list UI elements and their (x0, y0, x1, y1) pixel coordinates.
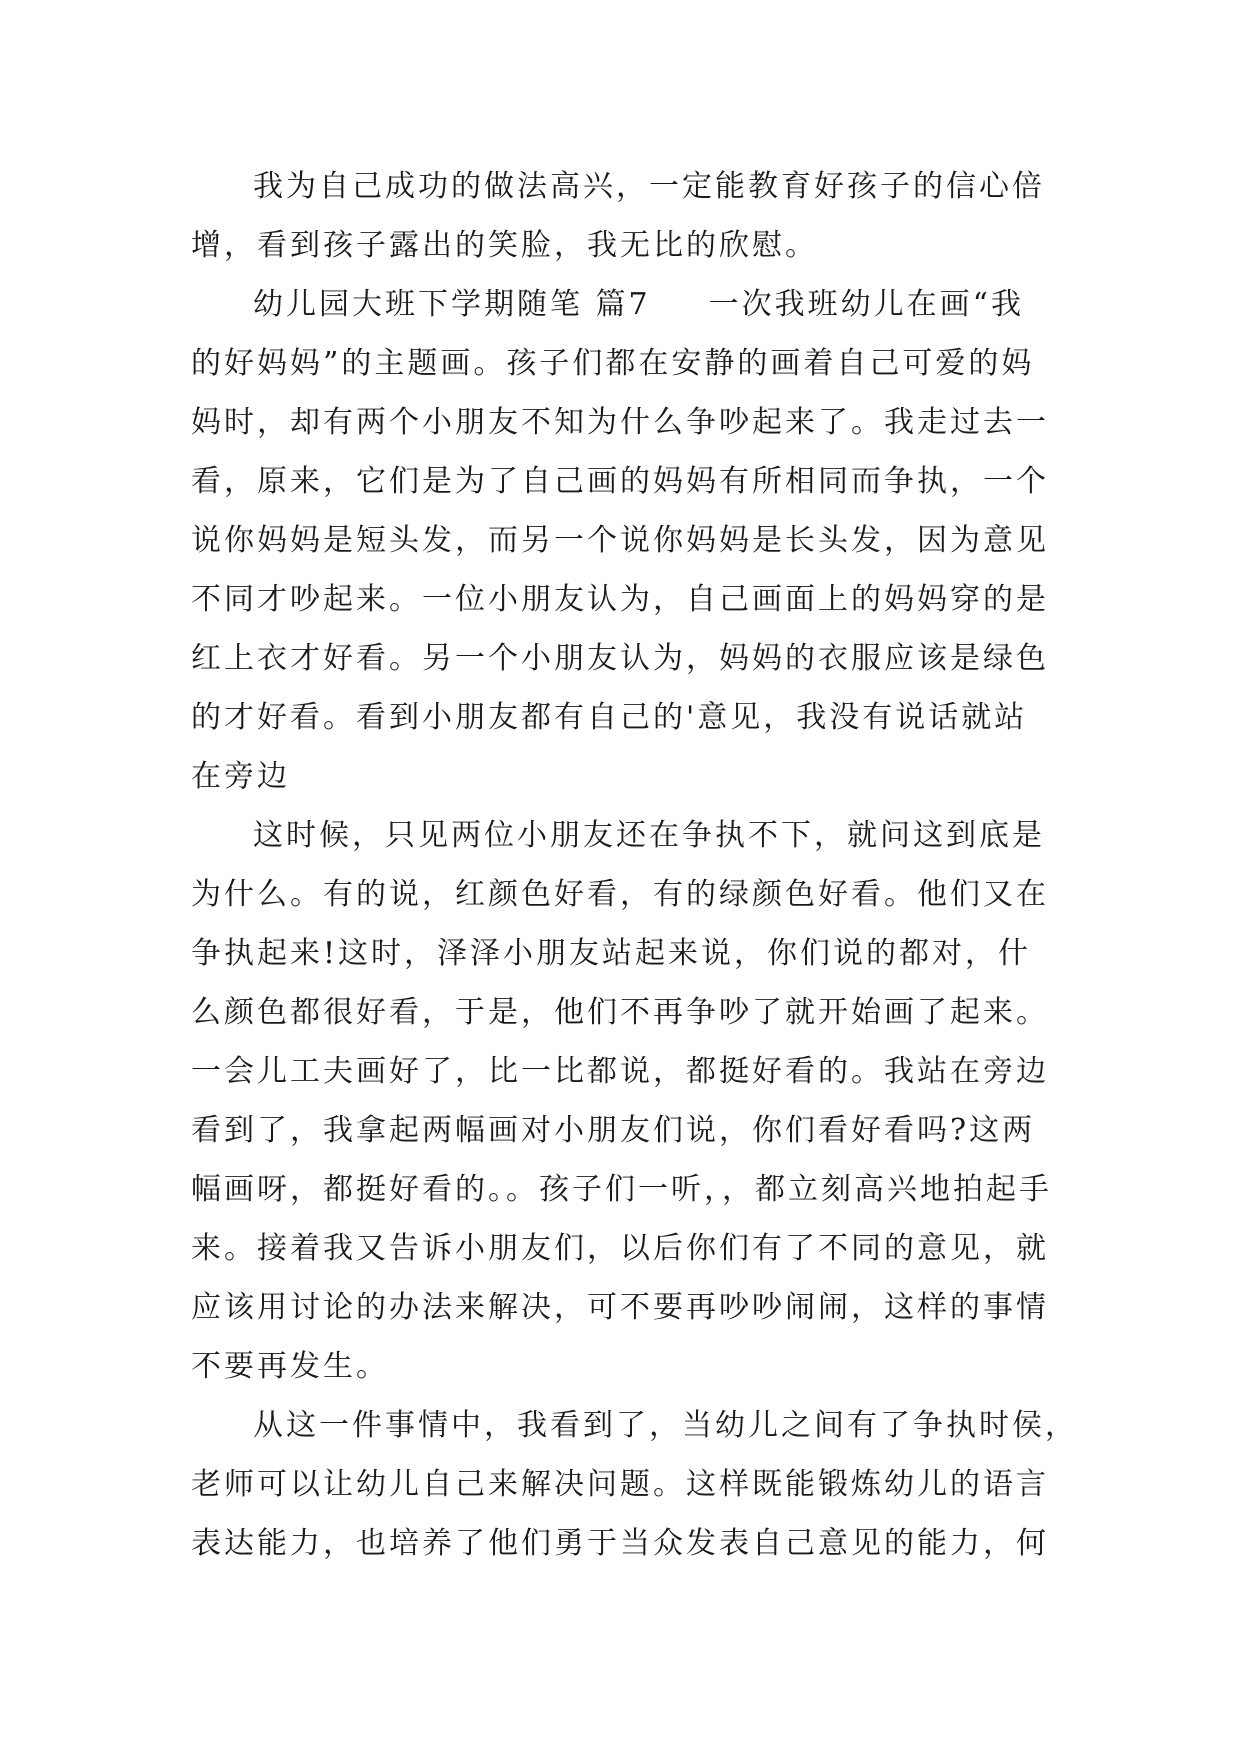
paragraph-line: 表达能力，也培养了他们勇于当众发表自己意见的能力，何 (191, 1526, 1049, 1561)
paragraph-line: 为什么。有的说，红颜色好看，有的绿颜色好看。他们又在 (191, 877, 1049, 912)
paragraph-line: 在旁边 (191, 759, 290, 794)
paragraph-line: 幅画呀，都挺好看的。。孩子们一听，，都立刻高兴地拍起手 (191, 1172, 1052, 1207)
paragraph-line: 我为自己成功的做法高兴，一定能教育好孩子的信心倍 (253, 169, 1045, 204)
paragraph-line: 看到了，我拿起两幅画对小朋友们说，你们看好看吗?这两 (191, 1113, 1036, 1148)
paragraph-line (191, 275, 1051, 334)
paragraph-line: 这时候，只见两位小朋友还在争执不下，就问这到底是 (253, 818, 1045, 853)
paragraph-line: 看，原来，它们是为了自己画的妈妈有所相同而争执，一个 (191, 464, 1049, 499)
paragraph-line: 么颜色都很好看，于是，他们不再争吵了就开始画了起来。 (191, 995, 1049, 1030)
paragraph-line: 不同才吵起来。一位小朋友认为，自己画面上的妈妈穿的是 (191, 582, 1049, 617)
paragraph-line: 应该用讨论的办法来解决，可不要再吵吵闹闹，这样的事情 (191, 1290, 1049, 1325)
paragraph-line: 老师可以让幼儿自己来解决问题。这样既能锻炼幼儿的语言 (191, 1467, 1049, 1502)
paragraph-line: 不要再发生。 (191, 1349, 389, 1384)
paragraph-line: 妈时，却有两个小朋友不知为什么争吵起来了。我走过去一 (191, 405, 1049, 440)
paragraph-line: 的才好看。看到小朋友都有自己的'意见，我没有说话就站 (191, 700, 1028, 735)
paragraph-text: 一次我班幼儿在画“我 (708, 287, 1024, 322)
paragraph-line: 的好妈妈”的主题画。孩子们都在安静的画着自己可爱的妈 (191, 346, 1035, 381)
paragraph-line: 说你妈妈是短头发，而另一个说你妈妈是长头发，因为意见 (191, 523, 1049, 558)
paragraph-line: 红上衣才好看。另一个小朋友认为，妈妈的衣服应该是绿色 (191, 641, 1049, 676)
section-heading: 幼儿园大班下学期随笔 篇7 (253, 287, 651, 322)
paragraph-line: 从这一件事情中，我看到了，当幼儿之间有了争执时侯， (253, 1408, 1078, 1443)
paragraph-line: 一会儿工夫画好了，比一比都说，都挺好看的。我站在旁边 (191, 1054, 1049, 1089)
paragraph-line: 争执起来!这时，泽泽小朋友站起来说，你们说的都对，什 (191, 936, 1032, 971)
document-body (191, 157, 1078, 1573)
paragraph-line: 增，看到孩子露出的笑脸，我无比的欣慰。 (191, 228, 818, 263)
paragraph-line: 来。接着我又告诉小朋友们，以后你们有了不同的意见，就 (191, 1231, 1049, 1266)
